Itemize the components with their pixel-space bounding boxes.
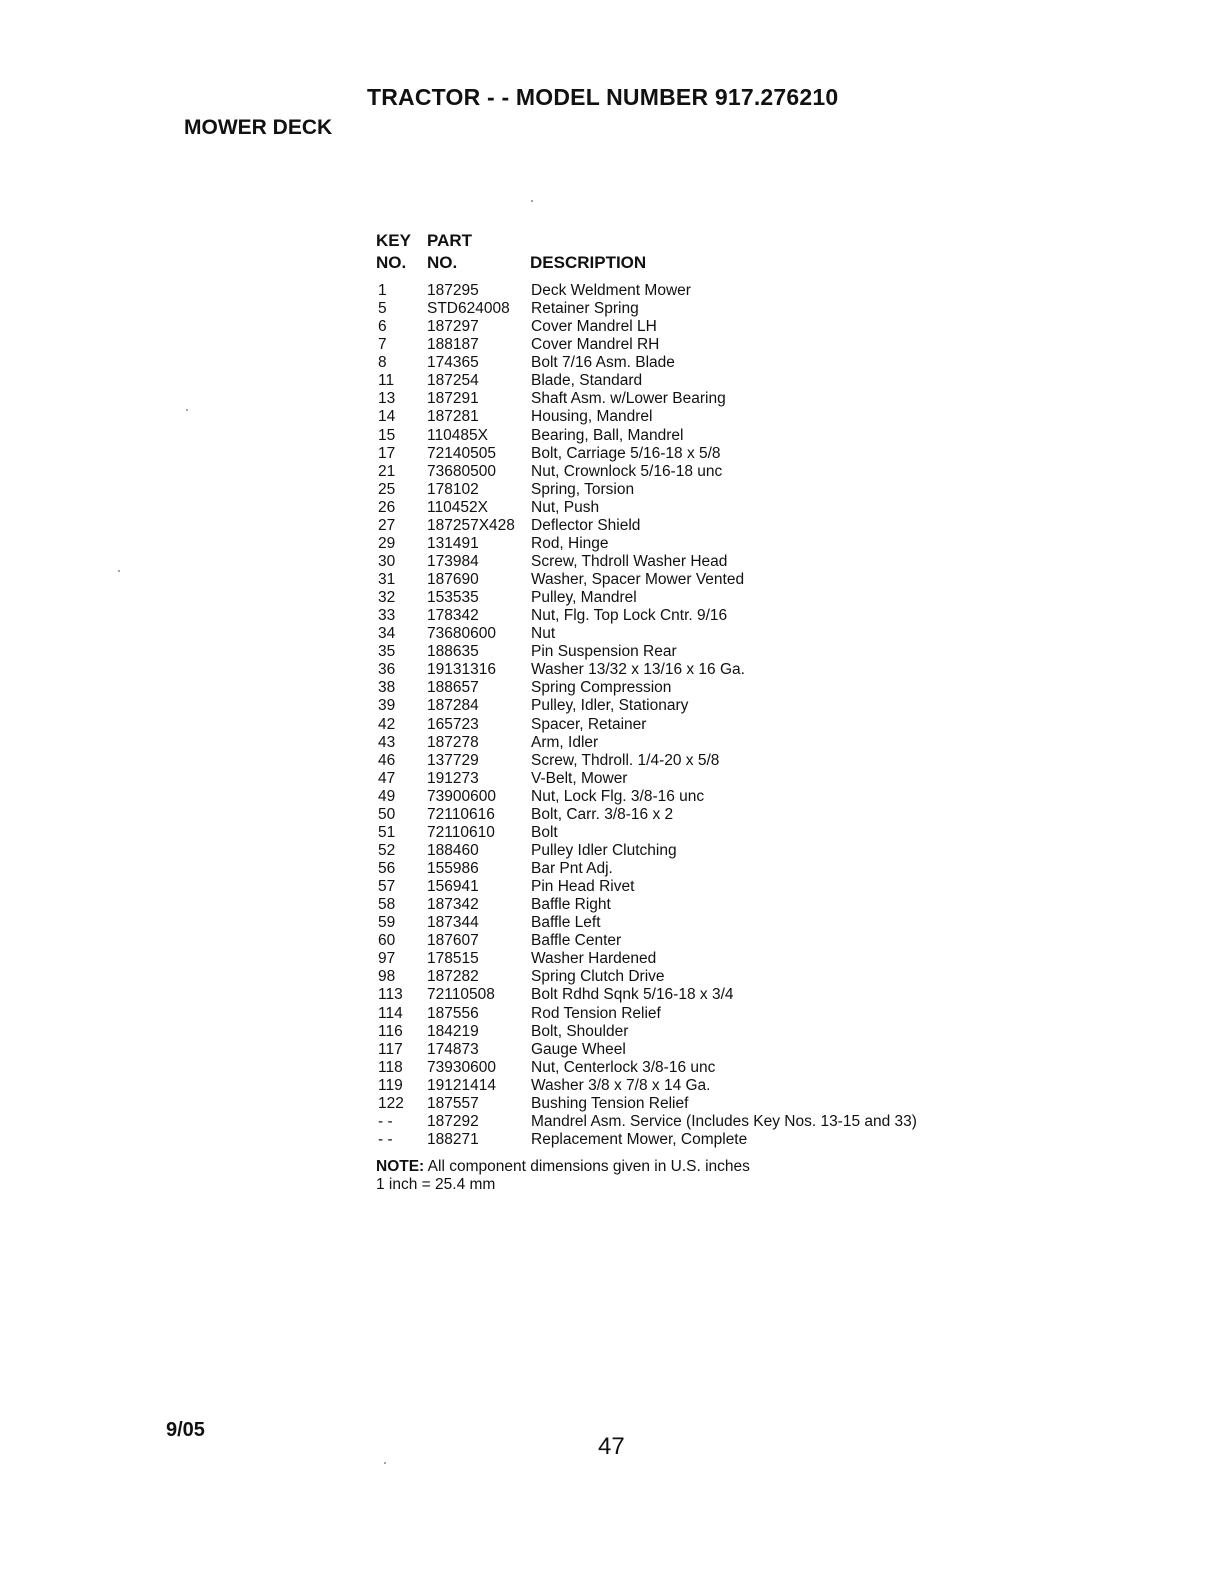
note-conversion: 1 inch = 25.4 mm: [376, 1176, 496, 1193]
table-row: [376, 896, 976, 914]
description-cell: Replacement Mower, Complete: [531, 1130, 748, 1148]
description-cell: Pulley Idler Clutching: [531, 841, 677, 859]
description-cell: Baffle Center: [531, 932, 622, 950]
note: [376, 1158, 750, 1194]
key-cell: - -: [378, 1112, 393, 1130]
table-row: [376, 390, 976, 408]
table-row: [376, 318, 976, 336]
part-number-cell: 188460: [427, 841, 479, 859]
description-cell: Bolt Rdhd Sqnk 5/16-18 x 3/4: [531, 986, 734, 1004]
key-cell: 15: [378, 426, 396, 444]
part-number-cell: 73680500: [427, 462, 496, 480]
part-number-cell: 174873: [427, 1040, 479, 1058]
description-cell: Nut: [531, 625, 556, 643]
key-header-line1: KEY: [376, 231, 411, 250]
table-row: [376, 372, 976, 390]
description-cell: Spring Compression: [531, 679, 672, 697]
part-number-cell: 187344: [427, 914, 479, 932]
description-cell: Pin Suspension Rear: [531, 643, 677, 661]
scan-speck: [186, 409, 188, 411]
parts-table: [376, 282, 976, 1149]
part-number-cell: 188635: [427, 643, 479, 661]
part-number-cell: 165723: [427, 715, 479, 733]
section-title: MOWER DECK: [184, 116, 333, 139]
key-cell: 49: [378, 787, 396, 805]
description-cell: Bolt, Carriage 5/16-18 x 5/8: [531, 444, 721, 462]
description-cell: Gauge Wheel: [531, 1040, 626, 1058]
part-number-cell: 155986: [427, 860, 479, 877]
description-cell: Retainer Spring: [531, 300, 639, 318]
part-number-cell: 187278: [427, 733, 479, 751]
key-cell: 36: [378, 661, 396, 679]
key-cell: 5: [378, 300, 387, 318]
key-cell: 26: [378, 498, 396, 516]
part-number-cell: 73680600: [427, 625, 496, 643]
table-row: [376, 571, 976, 589]
table-row: [376, 481, 976, 499]
key-cell: 31: [378, 571, 396, 588]
part-number-cell: 72110508: [427, 986, 495, 1004]
part-number-cell: 187557: [427, 1094, 479, 1112]
description-cell: Deck Weldment Mower: [531, 282, 691, 299]
description-cell: Deflector Shield: [531, 516, 641, 534]
key-cell: 27: [378, 516, 396, 534]
description-cell: Washer 3/8 x 7/8 x 14 Ga.: [531, 1076, 711, 1094]
table-row: [376, 408, 976, 426]
key-cell: 14: [378, 408, 396, 426]
description-cell: Housing, Mandrel: [531, 408, 653, 426]
table-row: [376, 300, 976, 318]
part-number-cell: 72110616: [427, 805, 495, 823]
description-cell: Pulley, Mandrel: [531, 589, 637, 607]
part-number-cell: 187257X428: [427, 516, 515, 534]
key-cell: 46: [378, 751, 396, 769]
table-row: [376, 625, 976, 643]
part-number-cell: 72140505: [427, 444, 496, 462]
key-cell: 50: [378, 805, 396, 823]
part-number-cell: 187281: [427, 408, 479, 426]
table-row: [376, 1077, 976, 1095]
table-row: [376, 788, 976, 806]
part-number-cell: 187291: [427, 390, 479, 408]
key-cell: 122: [378, 1094, 404, 1112]
key-cell: 33: [378, 607, 396, 625]
part-number-cell: 137729: [427, 751, 479, 769]
key-header-line2: NO.: [376, 253, 407, 272]
description-cell: V-Belt, Mower: [531, 769, 628, 787]
part-number-cell: 110485X: [427, 426, 488, 444]
key-cell: 113: [378, 986, 403, 1004]
description-cell: Nut, Lock Flg. 3/8-16 unc: [531, 787, 705, 805]
table-row: [376, 553, 976, 571]
part-number-cell: 156941: [427, 878, 479, 896]
table-row: [376, 1095, 976, 1113]
page-title: TRACTOR - - MODEL NUMBER 917.276210: [367, 84, 839, 110]
part-number-cell: 73930600: [427, 1058, 496, 1076]
key-cell: 34: [378, 625, 396, 643]
description-cell: Arm, Idler: [531, 733, 599, 751]
key-cell: 32: [378, 589, 396, 607]
description-cell: Spring, Torsion: [531, 480, 635, 498]
key-cell: 29: [378, 534, 396, 552]
description-cell: Rod Tension Relief: [531, 1004, 661, 1022]
description-cell: Washer, Spacer Mower Vented: [531, 571, 745, 588]
key-cell: 1: [378, 282, 387, 299]
part-number-cell: 188657: [427, 679, 479, 697]
description-cell: Cover Mandrel RH: [531, 336, 660, 354]
description-cell: Cover Mandrel LH: [531, 318, 657, 336]
part-number-cell: 187607: [427, 932, 479, 950]
part-number-cell: 178515: [427, 950, 479, 968]
description-cell: Nut, Crownlock 5/16-18 unc: [531, 462, 723, 480]
part-number-cell: 187254: [427, 372, 479, 390]
page-number: 47: [598, 1433, 625, 1460]
description-cell: Spring Clutch Drive: [531, 968, 665, 986]
part-number-cell: 187292: [427, 1112, 479, 1130]
description-cell: Mandrel Asm. Service (Includes Key Nos. 13-15 and 33): [531, 1112, 917, 1130]
description-cell: Nut, Centerlock 3/8-16 unc: [531, 1058, 716, 1076]
part-number-cell: 153535: [427, 589, 479, 607]
description-cell: Nut, Push: [531, 498, 600, 516]
part-number-cell: 187690: [427, 571, 479, 588]
key-cell: 97: [378, 950, 396, 968]
table-row: [376, 499, 976, 517]
table-row: [376, 282, 976, 300]
table-row: [376, 1059, 976, 1077]
table-row: [376, 643, 976, 661]
table-row: [376, 860, 976, 878]
description-cell: Screw, Thdroll Washer Head: [531, 552, 728, 570]
table-row: [376, 770, 976, 788]
key-cell: 13: [378, 390, 396, 408]
scan-speck: [118, 570, 120, 572]
key-cell: 30: [378, 552, 396, 570]
table-row: [376, 1113, 976, 1131]
part-number-cell: 174365: [427, 354, 479, 372]
table-row: [376, 697, 976, 715]
part-number-cell: 178102: [427, 480, 479, 498]
table-row: [376, 806, 976, 824]
description-cell: Bolt, Shoulder: [531, 1022, 629, 1040]
table-row: [376, 734, 976, 752]
description-cell: Bushing Tension Relief: [531, 1094, 689, 1112]
key-cell: 6: [378, 318, 387, 336]
part-number-cell: 72110610: [427, 823, 495, 841]
key-cell: 118: [378, 1058, 403, 1076]
part-number-cell: 188271: [427, 1130, 479, 1148]
table-row: [376, 517, 976, 535]
key-cell: 21: [378, 462, 396, 480]
key-cell: 57: [378, 878, 396, 896]
description-cell: Baffle Right: [531, 896, 611, 914]
description-cell: Nut, Flg. Top Lock Cntr. 9/16: [531, 607, 728, 625]
table-row: [376, 679, 976, 697]
table-row: [376, 1041, 976, 1059]
part-number-cell: 131491: [427, 534, 479, 552]
part-header-line2: NO.: [427, 253, 458, 272]
part-number-cell: 191273: [427, 769, 479, 787]
table-row: [376, 950, 976, 968]
table-row: [376, 986, 976, 1004]
part-number-cell: 110452X: [427, 498, 488, 516]
description-cell: Bolt 7/16 Asm. Blade: [531, 354, 675, 372]
table-row: [376, 842, 976, 860]
note-text: All component dimensions given in U.S. inches: [424, 1158, 750, 1175]
table-row: [376, 878, 976, 896]
key-cell: 47: [378, 769, 396, 787]
table-row: [376, 336, 976, 354]
part-number-cell: 187295: [427, 282, 479, 299]
key-cell: 11: [378, 372, 395, 390]
table-row: [376, 427, 976, 445]
description-cell: Bearing, Ball, Mandrel: [531, 426, 684, 444]
key-cell: 42: [378, 715, 396, 733]
part-header-line1: PART: [427, 231, 473, 250]
part-number-cell: STD624008: [427, 300, 510, 318]
key-cell: 114: [378, 1004, 403, 1022]
description-cell: Rod, Hinge: [531, 534, 609, 552]
table-row: [376, 1005, 976, 1023]
table-row: [376, 932, 976, 950]
description-header: DESCRIPTION: [530, 253, 647, 272]
part-number-cell: 19131316: [427, 661, 496, 679]
table-row: [376, 661, 976, 679]
table-row: [376, 968, 976, 986]
key-cell: 43: [378, 733, 396, 751]
key-cell: 60: [378, 932, 396, 950]
description-cell: Bolt, Carr. 3/8-16 x 2: [531, 805, 674, 823]
table-row: [376, 1023, 976, 1041]
table-row: [376, 354, 976, 372]
table-row: [376, 716, 976, 734]
key-cell: 52: [378, 841, 396, 859]
table-row: [376, 752, 976, 770]
part-number-cell: 187342: [427, 896, 479, 914]
key-cell: 58: [378, 896, 396, 914]
part-number-cell: 73900600: [427, 787, 496, 805]
key-cell: 39: [378, 697, 396, 715]
part-number-cell: 178342: [427, 607, 479, 625]
table-row: [376, 589, 976, 607]
note-label: NOTE:: [376, 1158, 425, 1175]
table-row: [376, 1131, 976, 1149]
description-cell: Bolt: [531, 823, 558, 841]
key-cell: 7: [378, 336, 387, 354]
table-row: [376, 824, 976, 842]
key-cell: 98: [378, 968, 396, 986]
description-cell: Spacer, Retainer: [531, 715, 647, 733]
revision-date: 9/05: [166, 1419, 205, 1441]
key-cell: 25: [378, 480, 396, 498]
part-number-cell: 19121414: [427, 1076, 496, 1094]
key-cell: 17: [378, 444, 396, 462]
description-cell: Screw, Thdroll. 1/4-20 x 5/8: [531, 751, 720, 769]
description-cell: Bar Pnt Adj.: [531, 860, 613, 877]
table-row: [376, 445, 976, 463]
part-number-cell: 187282: [427, 968, 479, 986]
table-row: [376, 914, 976, 932]
key-cell: 8: [378, 354, 387, 372]
description-cell: Pin Head Rivet: [531, 878, 635, 896]
part-number-cell: 173984: [427, 552, 479, 570]
description-cell: Washer 13/32 x 13/16 x 16 Ga.: [531, 661, 745, 679]
description-cell: Baffle Left: [531, 914, 601, 932]
part-number-cell: 187556: [427, 1004, 479, 1022]
scan-speck: [531, 200, 533, 202]
key-cell: 117: [378, 1040, 403, 1058]
key-cell: 56: [378, 860, 396, 877]
key-cell: 59: [378, 914, 396, 932]
key-cell: 38: [378, 679, 396, 697]
description-cell: Washer Hardened: [531, 950, 657, 968]
part-number-cell: 187284: [427, 697, 479, 715]
description-cell: Shaft Asm. w/Lower Bearing: [531, 390, 726, 408]
scan-speck: [384, 1462, 386, 1464]
key-cell: 35: [378, 643, 396, 661]
table-row: [376, 463, 976, 481]
part-number-cell: 187297: [427, 318, 479, 336]
key-cell: 116: [378, 1022, 403, 1040]
table-row: [376, 535, 976, 553]
description-cell: Blade, Standard: [531, 372, 643, 390]
description-cell: Pulley, Idler, Stationary: [531, 697, 689, 715]
part-number-cell: 188187: [427, 336, 479, 354]
key-cell: 119: [378, 1076, 403, 1094]
key-cell: - -: [378, 1130, 393, 1148]
part-number-cell: 184219: [427, 1022, 479, 1040]
table-row: [376, 607, 976, 625]
key-cell: 51: [378, 823, 396, 841]
